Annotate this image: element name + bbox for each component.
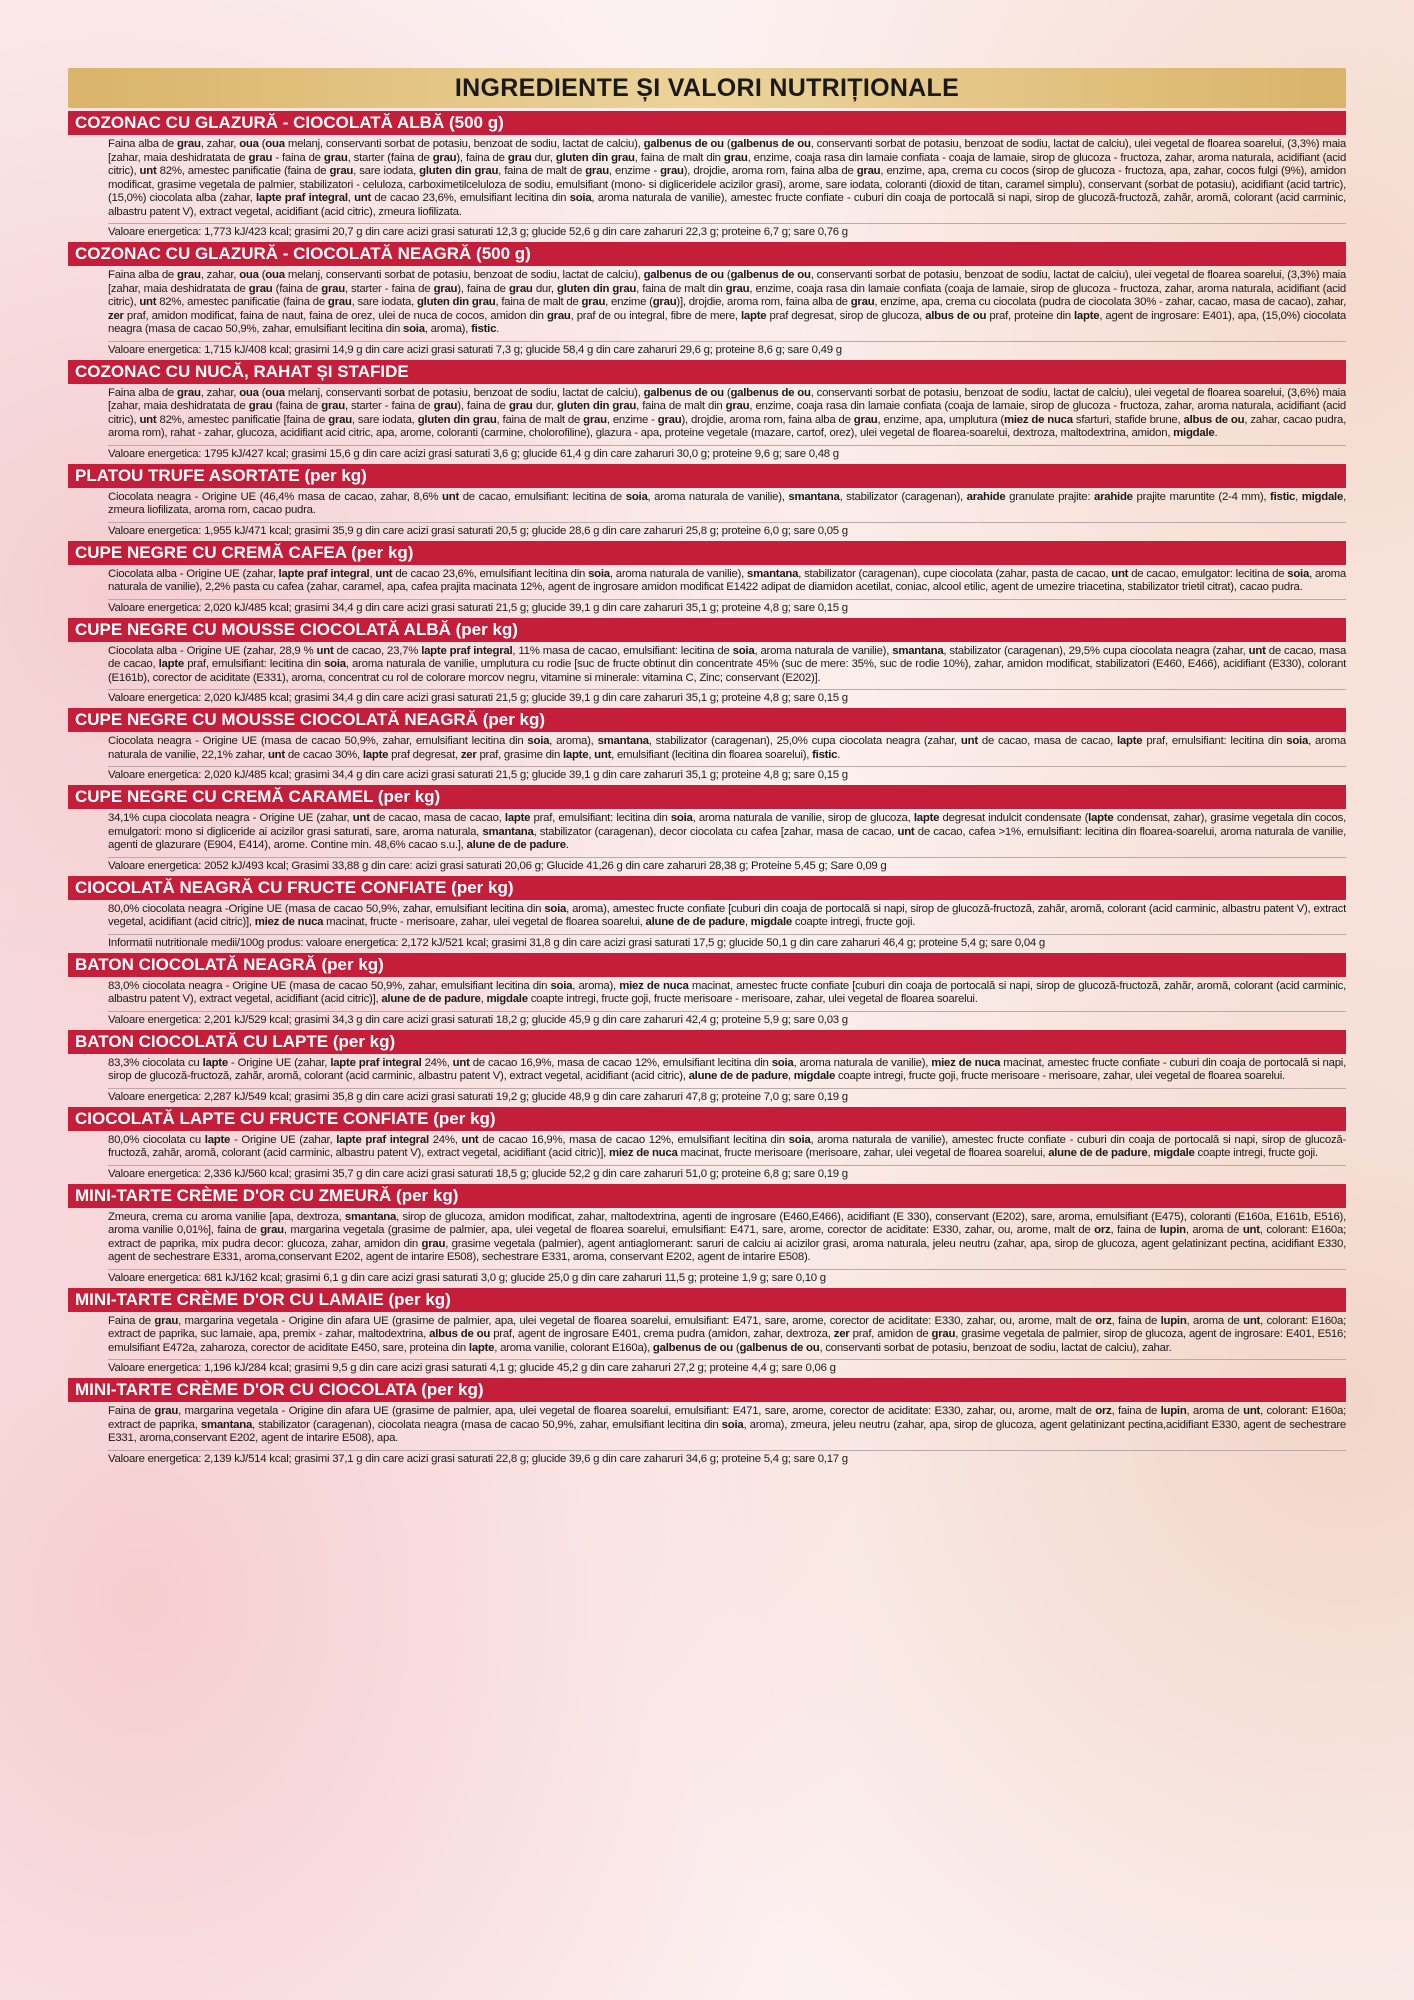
product-heading: COZONAC CU NUCĂ, RAHAT ȘI STAFIDE bbox=[68, 360, 1346, 384]
ingredients-text: 83,3% ciocolata cu lapte - Origine UE (zahar, lapte praf integral 24%, unt de cacao 16,9%, masa de cacao 12%, emulsifiant lecitina din soia, aroma naturala de vanilie), miez de nuca macinat, amestec fructe confiate - cuburi din coaja de portocală si napi, sirop de glucoză-fructoză, zahăr, aromă, colorant (acid carminic, albastru patent V), extract vegetal, acidifiant (acid citric), alune de de padure, migdale coapte intregi, fructe goji, fructe merisoare - merisoare, zahar, ulei vegetal de floarea soarelui. bbox=[108, 1056, 1347, 1082]
product-heading: BATON CIOCOLATĂ CU LAPTE (per kg) bbox=[68, 1030, 1346, 1054]
nutrition-values: Valoare energetica: 2,336 kJ/560 kcal; grasimi 35,7 g din care acizi grasi saturati 18,5 g; glucide 52,2 g din care zaharuri 51,0 g; proteine 6,8 g; sare 0,19 g bbox=[108, 1165, 1346, 1181]
product-heading: COZONAC CU GLAZURĂ - CIOCOLATĂ ALBĂ (500 g) bbox=[68, 111, 1346, 135]
product-heading: CUPE NEGRE CU MOUSSE CIOCOLATĂ NEAGRĂ (per kg) bbox=[68, 708, 1346, 732]
ingredients-text: Zmeura, crema cu aroma vanilie [apa, dextroza, smantana, sirop de glucoza, amidon modificat, zahar, maltodextrina, agenti de ingrosare (E460,E466), acidifiant (E 330), conservant (E202), sare, aroma, emulsifiant (E475), coloranti (E160a, E161b, E516), aroma vanilie 0,01%], faina de grau, margarina vegetala (grasime de palmier, apa, ulei vegetal de floarea soarelui, emulsifiant: E471, sare, arome, corector de aciditate: E330, zahar, ou, arome, malt de orz, faina de lupin, aroma de unt, colorant: E160a; extract de paprika, mix pudra decor: glucoza, zahar, amidon din grau, grasime vegetala (palmier), agent antiaglomerant: saruri de calciu ai acizilor grasi, aroma naturala, jeleu neutru (zahar, apa, sirop de glucoza, agent gelatinizant pectina, acidifiant E330, agent de sechestrare E331, aroma,conservant E202, agent de intarire E508), sechestrare E331, aroma, conservant E202, agent de intarire E508). bbox=[108, 1210, 1346, 1263]
page-title: INGREDIENTE ȘI VALORI NUTRIȚIONALE bbox=[454, 73, 960, 102]
ingredients-text: 80,0% ciocolata neagra -Origine UE (masa de cacao 50,9%, zahar, emulsifiant lecitina din soia, aroma), amestec fructe confiate [cuburi din coaja de portocală si napi, sirop de glucoză-fructoză, zahăr, aromă, colorant (acid carminic, albastru patent V), extract vegetal, acidifiant (acid citric)], miez de nuca macinat, fructe - merisoare, zahar, ulei vegetal de floarea soarelui, alune de de padure, migdale coapte intregi, fructe goji. bbox=[108, 902, 1346, 928]
ingredients-text: Faina alba de grau, zahar, oua (oua melanj, conservanti sorbat de potasiu, benzoat de sodiu, lactat de calciu), galbenus de ou (galbenus de ou, conservanti sorbat de potasiu, benzoat de sodiu, lactat de calciu), ulei vegetal de floarea soarelui, (3,6%) maia [zahar, maia deshidratata de grau (faina de grau, starter - faina de grau), faina de grau dur, gluten din grau, faina de malt din grau, enzime, coaja rasa din lamaie confiata (coaja de lamaie, sirop de glucoza - fructoza, zahar, aroma naturala, acidifiant (acid citric), unt 82%, amestec panificatie [faina de grau, sare iodata, gluten din grau, faina de malt de grau, enzime - grau), drojdie, aroma rom, faina alba de grau, enzime, apa, umplutura (miez de nuca sfarturi, stafide brune, albus de ou, zahar, cacao pudra, aroma rom), rahat - zahar, glucoza, acidifiant acid citric, apa, arome, coloranti (carmine, cholorofiline), glazura - apa, proteine vegetale (mazare, cartof, orez), ulei vegetal de floarea-soarelui, dextroza, maltodextrina, amidon, migdale. bbox=[108, 386, 1347, 439]
product-section bbox=[68, 876, 1346, 950]
product-heading: MINI-TARTE CRÈME D'OR CU CIOCOLATA (per kg) bbox=[68, 1378, 1346, 1402]
ingredients-text: Ciocolata neagra - Origine UE (46,4% masa de cacao, zahar, 8,6% unt de cacao, emulsifiant: lecitina de soia, aroma naturala de vanilie), smantana, stabilizator (caragenan), arahide granulate prajite: arahide prajite maruntite (2-4 mm), fistic, migdale, zmeura liofilizata, aroma rom, cacao pudra. bbox=[108, 490, 1346, 516]
ingredients-text: 80,0% ciocolata cu lapte - Origine UE (zahar, lapte praf integral 24%, unt de cacao 16,9%, masa de cacao 12%, emulsifiant lecitina din soia, aroma naturala de vanilie), amestec fructe confiate - cuburi din coaja de portocală si napi, sirop de glucoză-fructoză, zahăr, aromă, colorant (acid carminic, albastru patent V), extract vegetal, acidifiant (acid citric)], miez de nuca macinat, fructe merisoare (merisoare, zahar, ulei vegetal de floarea soarelui, alune de de padure, migdale coapte intregi, fructe goji. bbox=[108, 1133, 1347, 1159]
product-heading: CUPE NEGRE CU MOUSSE CIOCOLATĂ ALBĂ (per kg) bbox=[68, 618, 1346, 642]
nutrition-values: Valoare energetica: 2,139 kJ/514 kcal; grasimi 37,1 g din care acizi grasi saturati 22,8 g; glucide 39,6 g din care zaharuri 34,6 g; proteine 5,4 g; sare 0,17 g bbox=[108, 1450, 1346, 1466]
nutrition-values: Valoare energetica: 2,020 kJ/485 kcal; grasimi 34,4 g din care acizi grasi saturati 21,5 g; glucide 39,1 g din care zaharuri 35,1 g; proteine 4,8 g; sare 0,15 g bbox=[108, 689, 1346, 705]
title-bar bbox=[68, 68, 1346, 108]
product-section bbox=[68, 1107, 1346, 1181]
product-heading: MINI-TARTE CRÈME D'OR CU LAMAIE (per kg) bbox=[68, 1288, 1346, 1312]
product-section bbox=[68, 541, 1346, 615]
nutrition-values: Valoare energetica: 1795 kJ/427 kcal; grasimi 15,6 g din care acizi grasi saturati 3,6 g; glucide 61,4 g din care zaharuri 30,0 g; proteine 9,6 g; sare 0,48 g bbox=[108, 445, 1346, 461]
product-section bbox=[68, 1288, 1346, 1376]
product-heading: CIOCOLATĂ NEAGRĂ CU FRUCTE CONFIATE (per kg) bbox=[68, 876, 1346, 900]
nutrition-values: Valoare energetica: 2,020 kJ/485 kcal; grasimi 34,4 g din care acizi grasi saturati 21,5 g; glucide 39,1 g din care zaharuri 35,1 g; proteine 4,8 g; sare 0,15 g bbox=[108, 766, 1346, 782]
product-section bbox=[68, 1184, 1346, 1285]
ingredients-text: Ciocolata neagra - Origine UE (masa de cacao 50,9%, zahar, emulsifiant lecitina din soia, aroma), smantana, stabilizator (caragenan), 25,0% cupa ciocolata neagra (zahar, unt de cacao, masa de cacao, lapte praf, emulsifiant: lecitina din soia, aroma naturala de vanilie, 22,1% zahar, unt de cacao 30%, lapte praf degresat, zer praf, grasime din lapte, unt, emulsifiant (lecitina din floarea soarelui), fistic. bbox=[108, 735, 1346, 761]
product-section bbox=[68, 1378, 1346, 1466]
nutrition-values: Valoare energetica: 2052 kJ/493 kcal; Grasimi 33,88 g din care: acizi grasi saturati 20,06 g; Glucide 41,26 g din care zaharuri 28,38 g; Proteine 5,45 g; Sare 0,09 g bbox=[108, 857, 1346, 873]
nutrition-values: Valoare energetica: 1,773 kJ/423 kcal; grasimi 20,7 g din care acizi grasi saturati 12,3 g; glucide 52,6 g din care zaharuri 22,3 g; proteine 6,7 g; sare 0,76 g bbox=[108, 223, 1346, 239]
ingredients-text: 83,0% ciocolata neagra - Origine UE (masa de cacao 50,9%, zahar, emulsifiant lecitina din soia, aroma), miez de nuca macinat, amestec fructe confiate [cuburi din coaja de portocală si napi, sirop de glucoză-fructoză, zahăr, aromă, colorant (acid carminic, albastru patent V), extract vegetal, acidifiant (acid citric)], alune de de padure, migdale coapte intregi, fructe goji, fructe merisoare - merisoare, zahar, ulei vegetal de floarea soarelui. bbox=[108, 979, 1347, 1005]
product-section bbox=[68, 464, 1346, 538]
document bbox=[68, 68, 1346, 1466]
ingredients-text: Ciocolata alba - Origine UE (zahar, lapte praf integral, unt de cacao 23,6%, emulsifiant lecitina din soia, aroma naturala de vanilie), smantana, stabilizator (caragenan), cupe ciocolata (zahar, pasta de cacao, unt de cacao, emulgator: lecitina de soia, aroma naturala de vanilie), 2,2% pasta cu cafea (zahar, caramel, apa, cafea prajita macinata 12%, agent de ingrosare amidon modificat E1422 adipat de diamidon acetilat, coniac, alcool etilic, agent de umezire triacetina, stabilizator trietil citrat), cacao pudra. bbox=[108, 567, 1346, 593]
product-heading: MINI-TARTE CRÈME D'OR CU ZMEURĂ (per kg) bbox=[68, 1184, 1346, 1208]
ingredients-text: Faina alba de grau, zahar, oua (oua melanj, conservanti sorbat de potasiu, benzoat de sodiu, lactat de calciu), galbenus de ou (galbenus de ou, conservanti sorbat de potasiu, benzoat de sodiu, lactat de calciu), ulei vegetal de floarea soarelui, (3,3%) maia [zahar, maia deshidratata de grau (faina de grau, starter - faina de grau), faina de grau dur, gluten din grau, faina de malt din grau, enzime, coaja rasa din lamaie confiata (coaja de lamaie, sirop de glucoza - fructoza, zahar, aroma naturala, acidifiant (acid citric), unt 82%, amestec panificatie (faina de grau, sare iodata, gluten din grau, faina de malt de grau, enzime (grau)], drojdie, aroma rom, faina alba de grau, enzime, apa, crema cu ciocolata (pudra de ciocolata 30% - zahar, cacao, masa de cacao), zahar, zer praf, amidon modificat, faina de naut, faina de orez, ulei de nuca de cocos, amidon din grau, praf de ou integral, fibre de mere, lapte praf degresat, sirop de glucoza, albus de ou praf, proteine din lapte, agent de ingrosare: E401), apa, (15,0%) ciocolata neagra (masa de cacao 50,9%, zahar, emulsifiant lecitina din soia, aroma), fistic. bbox=[108, 269, 1347, 335]
product-heading: BATON CIOCOLATĂ NEAGRĂ (per kg) bbox=[68, 953, 1346, 977]
ingredients-text: Ciocolata alba - Origine UE (zahar, 28,9 % unt de cacao, 23,7% lapte praf integral, 11% masa de cacao, emulsifiant: lecitina de soia, aroma naturala de vanilie), smantana, stabilizator (caragenan), 29,5% cupa ciocolata neagra (zahar, unt de cacao, masa de cacao, lapte praf, emulsifiant: lecitina din soia, aroma naturala de vanilie, umplutura cu rodie [suc de fructe obtinut din concentrate 45% (suc de mere: 35%, suc de rodie 10%), zahar, amidon modificat, stabilizatori (E460, E466), acidifiant (E330), colorant (E161b), corector de aciditate (E331), aroma, concentrat cu rol de colorare morcov negru, vitamine si minerale: vitamina C, Zinc; conservant (E202)]. bbox=[108, 644, 1347, 684]
nutrition-values: Valoare energetica: 1,955 kJ/471 kcal; grasimi 35,9 g din care acizi grasi saturati 20,5 g; glucide 28,6 g din care zaharuri 25,8 g; proteine 6,0 g; sare 0,05 g bbox=[108, 522, 1346, 538]
sections-list bbox=[68, 111, 1346, 1466]
nutrition-values: Valoare energetica: 681 kJ/162 kcal; grasimi 6,1 g din care acizi grasi saturati 3,0 g; glucide 25,0 g din care zaharuri 11,5 g; proteine 1,9 g; sare 0,10 g bbox=[108, 1269, 1346, 1285]
product-section bbox=[68, 785, 1346, 873]
product-section bbox=[68, 953, 1346, 1027]
product-section bbox=[68, 708, 1346, 782]
product-section bbox=[68, 242, 1346, 357]
product-section bbox=[68, 1030, 1346, 1104]
nutrition-values: Valoare energetica: 2,287 kJ/549 kcal; grasimi 35,8 g din care acizi grasi saturati 19,2 g; glucide 48,9 g din care zaharuri 47,8 g; proteine 7,0 g; sare 0,19 g bbox=[108, 1088, 1346, 1104]
product-heading: CUPE NEGRE CU CREMĂ CAFEA (per kg) bbox=[68, 541, 1346, 565]
product-section bbox=[68, 618, 1346, 706]
nutrition-values: Valoare energetica: 1,715 kJ/408 kcal; grasimi 14,9 g din care acizi grasi saturati 7,3 g; glucide 58,4 g din care zaharuri 29,6 g; proteine 8,6 g; sare 0,49 g bbox=[108, 341, 1346, 357]
product-section bbox=[68, 111, 1346, 239]
product-heading: PLATOU TRUFE ASORTATE (per kg) bbox=[68, 464, 1346, 488]
ingredients-text: Faina alba de grau, zahar, oua (oua melanj, conservanti sorbat de potasiu, benzoat de sodiu, lactat de calciu), galbenus de ou (galbenus de ou, conservanti sorbat de potasiu, benzoat de sodiu, lactat de calciu), ulei vegetal de floarea soarelui, (3,3%) maia [zahar, maia deshidratata de grau - faina de grau, starter (faina de grau), faina de grau dur, gluten din grau, faina de malt din grau, enzime, coaja rasa din lamaie confiata - coaja de lamaie, sirop de glucoza - fructoza, zahar, aroma naturala, acidifiant (acid citric), unt 82%, amestec panificatie (faina de grau, sare iodata, gluten din grau, faina de malt de grau, enzime - grau), drojdie, aroma rom, faina alba de grau, enzime, apa, crema cu cocos (sirop de glucoza - fructoza, apa, zahar, cocos fulgi (9%), amidon modificat, grasime vegetala de palmier, stabilizatori - celuloza, carboximetilceluloza de sodiu, emulsifiant (mono- si digliceridele acizilor grasi), arome, sare iodata, coloranti (dioxid de titan, caramel simplu), conservant (sorbat de potasiu), acidifiant (acid tartric), (15,0%) ciocolata alba (zahar, lapte praf integral, unt de cacao 23,6%, emulsifiant lecitina din soia, aroma naturala de vanilie), amestec fructe confiate - cuburi din coaja de portocală si napi, sirop de glucoză-fructoză, zahăr, aromă, colorant (acid carminic, albastru patent V), extract vegetal, acidifiant (acid citric), zmeura liofilizata. bbox=[108, 138, 1347, 218]
nutrition-values: Valoare energetica: 2,201 kJ/529 kcal; grasimi 34,3 g din care acizi grasi saturati 18,2 g; glucide 45,9 g din care zaharuri 42,4 g; proteine 5,9 g; sare 0,03 g bbox=[108, 1011, 1346, 1027]
nutrition-values: Valoare energetica: 1,196 kJ/284 kcal; grasimi 9,5 g din care acizi grasi saturati 4,1 g; glucide 45,2 g din care zaharuri 27,2 g; proteine 4,4 g; sare 0,06 g bbox=[108, 1359, 1346, 1375]
product-heading: COZONAC CU GLAZURĂ - CIOCOLATĂ NEAGRĂ (500 g) bbox=[68, 242, 1346, 266]
product-section bbox=[68, 360, 1346, 461]
nutrition-values: Informatii nutritionale medii/100g produs: valoare energetica: 2,172 kJ/521 kcal; grasimi 31,8 g din care acizi grasi saturati 17,5 g; glucide 50,1 g din care zaharuri 46,4 g; proteine 5,4 g; sare 0,04 g bbox=[108, 934, 1346, 950]
ingredients-text: 34,1% cupa ciocolata neagra - Origine UE (zahar, unt de cacao, masa de cacao, lapte praf, emulsifiant: lecitina din soia, aroma naturala de vanilie, sirop de glucoza, lapte degresat indulcit condensate (lapte condensat, zahar), grasime vegetala din cocos, emulgatori: mono si digliceride ai acizilor grasi saturati, sare, aroma naturala, smantana, stabilizator (caragenan), decor ciocolata cu cafea [zahar, masa de cacao, unt de cacao, cafea >1%, emulsifiant: lecitina din floarea-soarelui, aroma naturala de vanilie, agenti de glazurare (E904, E414), arome. Contine min. 48,6% cacao s.u.], alune de de padure. bbox=[108, 812, 1346, 851]
product-heading: CIOCOLATĂ LAPTE CU FRUCTE CONFIATE (per kg) bbox=[68, 1107, 1346, 1131]
ingredients-text: Faina de grau, margarina vegetala - Origine din afara UE (grasime de palmier, apa, ulei vegetal de floarea soarelui, emulsifiant: E471, sare, arome, corector de aciditate: E330, zahar, ou, arome, malt de orz, faina de lupin, aroma de unt, colorant: E160a; extract de paprika, suc lamaie, apa, premix - zahar, maltodextrina, albus de ou praf, agent de ingrosare E401, crema pudra (amidon, zahar, dextroza, zer praf, amidon de grau, grasime vegetala de palmier, sirop de glucoza, agent de ingrosare: E401, E516; emulsifiant E472a, zaharoza, corector de aciditate E450, sare, proteina din lapte, aroma vanilie, colorant E160a), galbenus de ou (galbenus de ou, conservanti sorbat de potasiu, benzoat de sodiu, lactat de calciu), zahar. bbox=[108, 1314, 1347, 1354]
nutrition-values: Valoare energetica: 2,020 kJ/485 kcal; grasimi 34,4 g din care acizi grasi saturati 21,5 g; glucide 39,1 g din care zaharuri 35,1 g; proteine 4,8 g; sare 0,15 g bbox=[108, 599, 1346, 615]
ingredients-text: Faina de grau, margarina vegetala - Origine din afara UE (grasime de palmier, apa, ulei vegetal de floarea soarelui, emulsifiant: E471, sare, arome, corector de aciditate: E330, zahar, ou, arome, malt de orz, faina de lupin, aroma de unt, colorant: E160a; extract de paprika, smantana, stabilizator (caragenan), ciocolata neagra (masa de cacao 50,9%, zahar, emulsifiant lecitina din soia, aroma), zmeura, jeleu neutru (zahar, apa, sirop de glucoza, agent gelatinizant pectina,acidifiant E330, agent de sechestrare E331, aroma,conservant E202, agent de intarire E508), apa. bbox=[108, 1405, 1347, 1444]
product-heading: CUPE NEGRE CU CREMĂ CARAMEL (per kg) bbox=[68, 785, 1346, 809]
